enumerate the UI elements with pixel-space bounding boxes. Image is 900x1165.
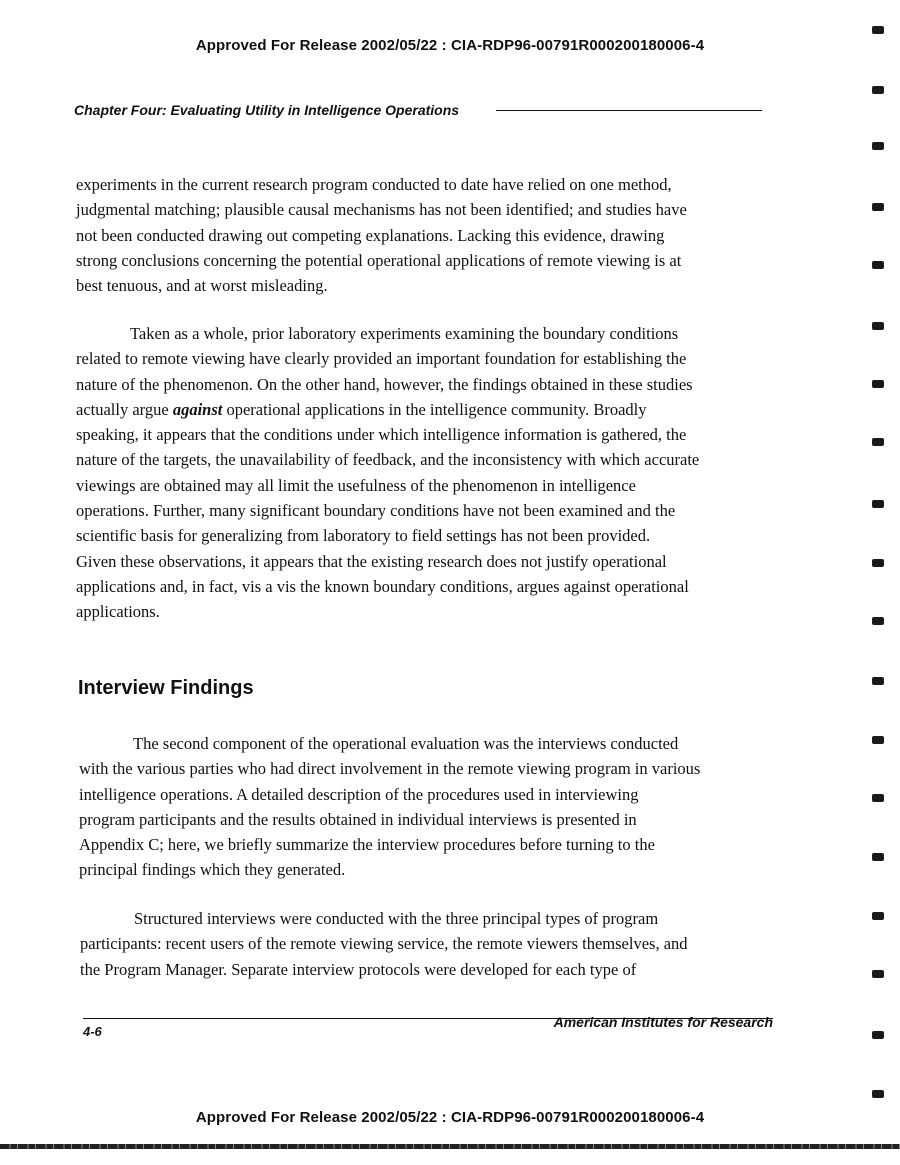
scan-mark xyxy=(872,500,884,508)
scan-mark xyxy=(872,26,884,34)
text-line: applications. xyxy=(76,602,160,622)
text-line: experiments in the current research program conducted to date have relied on one method, xyxy=(76,175,672,194)
text-line: with the various parties who had direct involvement in the remote viewing program in various xyxy=(79,759,701,779)
text-line: viewings are obtained may all limit the usefulness of the phenomenon in intelligence xyxy=(76,475,636,495)
text-line: best tenuous, and at worst misleading. xyxy=(76,276,328,296)
chapter-header-rule xyxy=(496,110,762,111)
text-line: Structured interviews were conducted with the three principal types of program xyxy=(134,909,659,928)
release-header-top: Approved For Release 2002/05/22 : CIA-RDP96-00791R000200180006-4 xyxy=(195,37,705,54)
text-line: principal findings which they generated. xyxy=(79,860,346,880)
text-line: not been conducted drawing out competing explanations. Lacking this evidence, drawing xyxy=(76,225,665,245)
text-line: The second component of the operational evaluation was the interviews conducted xyxy=(133,734,679,753)
text-line: judgmental matching; plausible causal mechanisms has not been identified; and studies have xyxy=(76,200,687,220)
scan-mark xyxy=(872,322,884,330)
scan-mark xyxy=(872,736,884,744)
text-line: scientific basis for generalizing from laboratory to field settings has not been provided. xyxy=(76,526,651,546)
paragraph-2 xyxy=(76,321,776,625)
text-segment: actually argue xyxy=(76,399,173,419)
scan-mark xyxy=(872,203,884,211)
page-number: 4-6 xyxy=(83,1024,102,1039)
text-line: applications and, in fact, vis a vis the known boundary conditions, argues against operational xyxy=(76,576,689,596)
text-line: intelligence operations. A detailed description of the procedures used in interviewing xyxy=(79,784,639,804)
text-line: program participants and the results obtained in individual interviews is presented in xyxy=(79,809,637,829)
scan-mark xyxy=(872,86,884,94)
scan-mark xyxy=(872,617,884,625)
text-line-emphasis xyxy=(76,397,776,422)
text-line: nature of the targets, the unavailability of feedback, and the inconsistency with which accurate xyxy=(76,450,700,470)
text-line: Appendix C; here, we briefly summarize the interview procedures before turning to the xyxy=(79,835,655,855)
text-line: Given these observations, it appears that the existing research does not justify operational xyxy=(76,551,667,571)
scan-mark xyxy=(872,438,884,446)
paragraph-4 xyxy=(80,906,780,982)
text-line: speaking, it appears that the conditions under which intelligence information is gathered, the xyxy=(76,425,687,445)
scan-mark xyxy=(872,559,884,567)
text-line: nature of the phenomenon. On the other hand, however, the findings obtained in these studies xyxy=(76,374,693,394)
text-line: operations. Further, many significant boundary conditions have not been examined and the xyxy=(76,501,676,521)
scan-mark xyxy=(872,1031,884,1039)
emphasis-against: against xyxy=(172,399,223,419)
paragraph-1 xyxy=(76,172,776,298)
scan-mark xyxy=(872,261,884,269)
chapter-header: Chapter Four: Evaluating Utility in Intelligence Operations xyxy=(74,102,460,118)
release-header-bottom: Approved For Release 2002/05/22 : CIA-RDP96-00791R000200180006-4 xyxy=(195,1109,705,1126)
scan-mark xyxy=(872,142,884,150)
scan-mark xyxy=(872,794,884,802)
scan-edge-strip xyxy=(0,1144,900,1149)
paragraph-3 xyxy=(79,731,779,883)
scan-mark xyxy=(872,1090,884,1098)
scan-mark xyxy=(872,970,884,978)
text-segment: operational applications in the intelligence community. Broadly xyxy=(222,399,647,419)
scan-mark xyxy=(872,853,884,861)
text-line: the Program Manager. Separate interview protocols were developed for each type of xyxy=(80,959,637,979)
scan-mark xyxy=(872,912,884,920)
text-line: participants: recent users of the remote viewing service, the remote viewers themselves, and xyxy=(80,934,688,954)
text-line: related to remote viewing have clearly provided an important foundation for establishing the xyxy=(76,349,687,369)
text-line: strong conclusions concerning the potential operational applications of remote viewing is at xyxy=(76,250,682,270)
scan-mark xyxy=(872,380,884,388)
section-heading: Interview Findings xyxy=(78,677,254,699)
footer-organization: American Institutes for Research xyxy=(553,1014,773,1030)
scan-mark xyxy=(872,677,884,685)
text-line: Taken as a whole, prior laboratory experiments examining the boundary conditions xyxy=(130,324,679,343)
